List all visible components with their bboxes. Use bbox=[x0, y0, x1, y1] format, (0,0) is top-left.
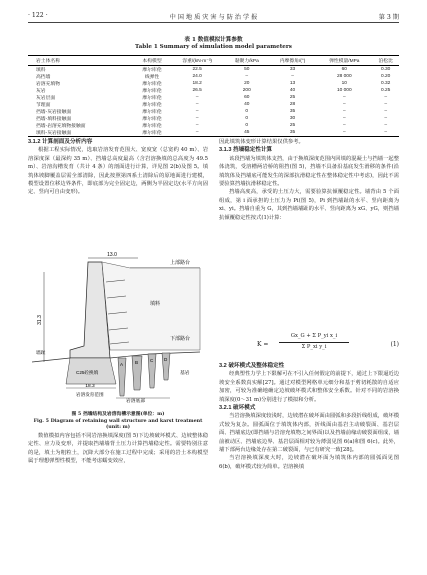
journal-title: 中 国 地 质 灾 害 与 防 治 学 报 bbox=[169, 14, 258, 21]
issue-number: 第 3 期 bbox=[378, 14, 399, 21]
table-cell: – bbox=[170, 129, 225, 137]
label-wall-toe: 墙趾 bbox=[36, 351, 46, 356]
table-cell: 填料-灰岩接触面 bbox=[28, 129, 134, 137]
table-cell: – bbox=[384, 123, 387, 128]
karst-label-b: B bbox=[135, 360, 139, 365]
table-header-cell: 黏聚力/kPa bbox=[225, 56, 269, 66]
table-cell: 25 bbox=[289, 95, 296, 100]
section-heading-3-1-3: 3.1.3 挡墙稳定性计算 bbox=[219, 147, 273, 154]
table-cell: 40 bbox=[289, 88, 296, 93]
table-cell: 24.0 bbox=[192, 74, 202, 79]
figure-caption-cn: 图 5 挡墙结构及岩溶沟槽示意图(单位：m) bbox=[71, 411, 165, 417]
table-cell: – bbox=[245, 74, 249, 79]
paragraph: 因此填筑体变形计算结果仅供参考。 bbox=[219, 139, 304, 145]
table-cell: – bbox=[372, 129, 399, 137]
table-cell: 25 bbox=[289, 123, 296, 128]
table-cell: – bbox=[384, 116, 387, 121]
equation-lhs: K = bbox=[257, 341, 269, 348]
equation-numerator: Gx_G + Σ P_yi x_i bbox=[290, 333, 338, 339]
table-cell: – bbox=[195, 109, 199, 114]
karst-label-c: C bbox=[150, 358, 154, 363]
table-row bbox=[28, 66, 399, 74]
label-base: 基岩 bbox=[180, 371, 190, 376]
table-cell: – bbox=[195, 95, 199, 100]
table-row bbox=[28, 80, 399, 87]
table-cell: 13 bbox=[289, 81, 296, 86]
left-column-top bbox=[28, 138, 208, 197]
table-cell: 0 bbox=[245, 123, 249, 128]
table-cell: 节理面 bbox=[36, 103, 51, 108]
parameter-table bbox=[28, 55, 399, 137]
table-row bbox=[28, 94, 399, 101]
table-cell: 33 bbox=[289, 67, 296, 72]
label-fill: 填料 bbox=[150, 301, 161, 307]
dim-bottom-label: 18.3 bbox=[85, 384, 95, 389]
right-column-bottom bbox=[219, 362, 399, 471]
table-cell: – bbox=[342, 116, 346, 121]
table-cell: 28 000 bbox=[336, 74, 352, 79]
table-cell: 摩尔库伦 bbox=[142, 82, 162, 87]
table-header-cell: 内摩擦角/(°) bbox=[269, 56, 316, 66]
table-cell: 0.30 bbox=[381, 67, 391, 72]
left-column-bottom bbox=[28, 432, 208, 466]
table-row bbox=[28, 87, 399, 94]
table-cell: 摩尔库伦 bbox=[142, 117, 162, 122]
table-header-row bbox=[28, 56, 399, 66]
paragraph: 根据工程实际情况，选取岩溶发育范围大、宽度宽（总宽约 40 m）、岩溶深度深（最深约 35 m）、挡墙总高度最高（含岩溶换填的总高度为 49.5 m）、岩溶沟槽发育（共计 4 条）的剖面进行计算，详见图 2(b)及图 5。填筑体坡脚覆盖层需全部清除，因此按照第四系土清除后的原地面进行建模，模型设置位移边界条件，即底部为完全固定边，两侧为半固定边(水平方向固定、竖向可自由变形)。 bbox=[28, 147, 208, 196]
table-header-cell: 容重/(kN·m⁻³) bbox=[170, 56, 225, 66]
table-cell: 60 bbox=[341, 67, 347, 72]
table-cell: – bbox=[342, 102, 346, 107]
table-cell: 岩溶充填物 bbox=[36, 82, 60, 87]
table-caption-cn: 表 1 数值模拟计算参数 bbox=[184, 37, 243, 43]
table-cell: 0 bbox=[245, 116, 249, 121]
table-cell: 40 bbox=[244, 102, 250, 107]
table-header-cell: 弹性模量/MPa bbox=[316, 56, 372, 66]
label-c25: C25砼换填 bbox=[76, 370, 99, 375]
table-cell: 45 bbox=[225, 129, 269, 137]
table-cell: 挡墙-岩溶充填物接触面 bbox=[36, 124, 86, 129]
table-cell: 摩尔库伦 bbox=[142, 68, 162, 73]
table-header-cell: 泊松比 bbox=[372, 56, 399, 66]
table-cell: – bbox=[342, 109, 346, 114]
paragraph: 该段挡墙为填筑体支挡，由于换填深度范围内回填的混凝土与挡墙一起整体浇筑，受溶槽两岩桥的阻挡(图 5)，挡墙不具备沿基底发生滑移的条件(沿填筑体及挡墙底可能发生的深部抗滑稳定性在整体稳定性中考虑)，因此不需要验算挡墙抗滑移稳定性。 bbox=[219, 155, 399, 188]
table-cell: 摩尔库伦 bbox=[142, 103, 162, 108]
table-cell: 60 bbox=[244, 95, 250, 100]
table-cell: – bbox=[384, 102, 387, 107]
equation-1 bbox=[219, 332, 399, 358]
paragraph: 挡墙高度高，承受的土压力大，需要验算抗倾覆稳定性。墙背由 5 个面组成，第 i 面承担的土压力为 Pi(图 5)，Pi 到挡墙趾的水平、竖向距离为 xi、yi。挡墙自重为 G，其到挡墙墙趾的水平、竖向距离为 xG、yG，则挡墙抗倾覆稳定性按式(1)计算： bbox=[219, 189, 399, 221]
paragraph: 当岩溶换填深度较浅时，边坡潜在破坏面由圆弧和多段折线组成，破坏模式较为复杂。圆弧面位于填筑体内部，折线面由基岩主动破裂面、基岩层面、挡墙底边(即挡墙与岩溶充填物之间界面)以及挡墙前缘动破裂面组成，墙前被动区、挡墙底边界、基岩层面相对较为薄弱见图 6(a)和图 6(c)。此外，墙下部两台边缘处存在第二破裂面，与已有研究一致[28]。 bbox=[219, 413, 399, 454]
label-lower: 下部路台 bbox=[170, 336, 191, 342]
table-cell: – bbox=[195, 116, 199, 121]
running-header bbox=[28, 10, 399, 23]
table-row bbox=[28, 115, 399, 122]
equation-number: (1) bbox=[390, 341, 399, 348]
table-row bbox=[28, 129, 399, 137]
table-cell: – bbox=[342, 123, 346, 128]
label-karst-range: 岩溶发育范围 bbox=[76, 392, 104, 397]
table-cell: 灰岩 bbox=[36, 89, 46, 94]
table-cell: 摩尔库伦 bbox=[142, 124, 162, 129]
table-cell: 挡墙-灰岩接触面 bbox=[36, 110, 72, 115]
table-cell: – bbox=[384, 109, 387, 114]
dim-top-label: 13.0 bbox=[107, 252, 117, 258]
table-cell: – bbox=[291, 74, 294, 79]
table-cell: 摩尔库伦 bbox=[142, 89, 162, 94]
fraction-bar bbox=[279, 342, 349, 343]
table-cell: 填料 bbox=[36, 68, 46, 73]
table-cell: 高挡墙 bbox=[36, 75, 51, 80]
table-row bbox=[28, 108, 399, 115]
table-cell: 摩尔库伦 bbox=[134, 129, 169, 137]
karst-grooves bbox=[118, 353, 170, 396]
figure-caption-en: Fig. 5 Diagram of retaining wall structure and karst treatment bbox=[33, 417, 203, 424]
table-cell: 灰岩层面 bbox=[36, 96, 56, 101]
table-header-cell: 岩土体名称 bbox=[28, 56, 134, 66]
paragraph: 数值模拟内容包括不同岩溶换填深度(图 5)下边坡破坏模式、边坡整体稳定性、应力及变形，并提取挡墙墙背土压力计算挡墙稳定性。需要特别注意的是，填土为粗粒土，沉降大部分在施工过程中完成；采用的岩土本构模型属于理想弹塑性模型，不能考虑蠕变效应， bbox=[28, 433, 208, 465]
table-cell: – bbox=[342, 95, 346, 100]
table-cell: 10 bbox=[341, 81, 347, 86]
table-cell: 线弹性 bbox=[144, 75, 160, 80]
table-cell: 20 bbox=[244, 81, 250, 86]
karst-label-a: A bbox=[120, 362, 124, 367]
table-row bbox=[28, 122, 399, 129]
table-cell: 挡墙-填料接触面 bbox=[36, 117, 72, 122]
table-cell: 0.25 bbox=[381, 88, 391, 93]
label-bottom: 岩溶底部 bbox=[126, 399, 146, 404]
table-cell: 28 bbox=[289, 102, 296, 107]
table-cell: 0.32 bbox=[381, 81, 391, 86]
table-cell: 摩尔库伦 bbox=[142, 110, 162, 115]
paragraph: 当岩溶换填深度大时，边坡潜在破坏面为填筑体内部的圆弧面见图 6(b)，破坏模式较为简单。岩溶换填 bbox=[219, 455, 399, 470]
figure-caption-unit: (unit: m) bbox=[105, 424, 131, 430]
section-heading-3-2: 3.2 破坏模式及整体稳定性 bbox=[219, 363, 285, 369]
table-cell: – bbox=[316, 129, 372, 137]
label-upper: 上部路台 bbox=[170, 260, 191, 266]
table-caption-en: Table 1 Summary of simulation model parameters bbox=[135, 44, 292, 50]
table-cell: 摩尔库伦 bbox=[142, 96, 162, 101]
equation-denominator: Σ P_xi y_i bbox=[301, 344, 327, 350]
table-cell: 18.2 bbox=[192, 81, 202, 86]
paragraph: 经典塑性力学上下限解可在不引入任何假定的前提下，通过上下限逼近边坡安全系数真实解[27]。通过对模型网格单元细分和基于剪切耗散的自适应加密，可较为准确地确定边坡破坏模式和整体安全系数。针对不同的岩溶换填深度(0～31 m)分别进行了模拟和分析。 bbox=[219, 371, 399, 403]
karst-label-d: D bbox=[164, 357, 168, 362]
figure-5-diagram bbox=[30, 250, 206, 408]
table-cell: 35 bbox=[269, 129, 316, 137]
table-cell: 30 bbox=[289, 116, 296, 121]
table-cell: 26.5 bbox=[192, 88, 202, 93]
table-cell: 22.5 bbox=[192, 67, 202, 72]
table-cell: 35 bbox=[289, 109, 296, 114]
table-cell: 0.20 bbox=[381, 74, 391, 79]
table-cell: – bbox=[195, 123, 199, 128]
figure-5-caption bbox=[28, 411, 208, 431]
ground-line bbox=[32, 352, 200, 362]
table-cell: 50 bbox=[244, 67, 250, 72]
table-row bbox=[28, 73, 399, 80]
table-cell: 0 bbox=[245, 109, 249, 114]
page-number: · 122 · bbox=[28, 12, 48, 19]
table-cell: 10 000 bbox=[336, 88, 352, 93]
table-header-cell: 本构模型 bbox=[134, 56, 169, 66]
right-column-top bbox=[219, 138, 399, 222]
section-heading-3-1-2: 3.1.2 计算剖面及分析内容 bbox=[28, 139, 93, 145]
table-row bbox=[28, 101, 399, 108]
table-cell: – bbox=[384, 95, 387, 100]
section-heading-3-2-1: 3.2.1 破坏模式 bbox=[219, 405, 256, 412]
dim-side-label: 31.3 bbox=[37, 315, 43, 325]
table-cell: – bbox=[195, 102, 199, 107]
table-caption bbox=[28, 37, 399, 51]
table-cell: 200 bbox=[242, 88, 251, 93]
